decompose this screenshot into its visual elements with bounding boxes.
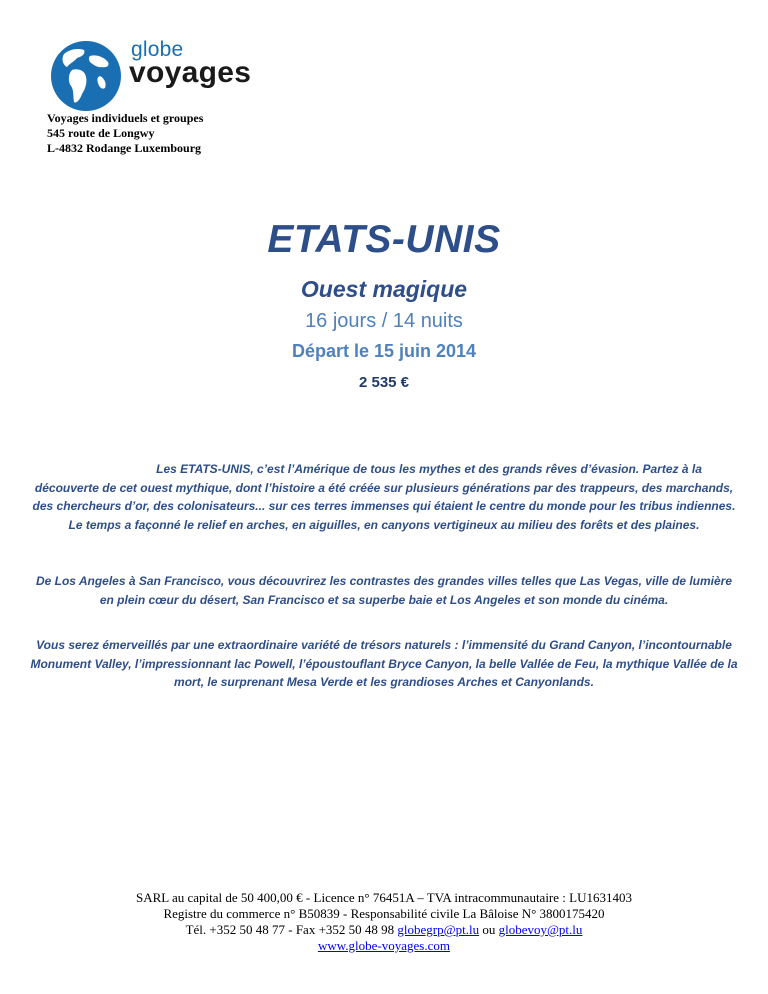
company-logo — [50, 40, 270, 112]
footer-legal-line: SARL au capital de 50 400,00 € - Licence n° 76451A – TVA intracommunautaire : LU1631403 — [136, 890, 632, 905]
address-line: Voyages individuels et groupes — [47, 111, 204, 125]
address-line: L-4832 Rodange Luxembourg — [47, 141, 202, 155]
destination-title: ETATS-UNIS — [267, 218, 501, 261]
footer-contact-line — [0, 922, 768, 938]
trip-price: 2 535 € — [358, 374, 410, 391]
email-link-groups[interactable]: globegrp@pt.lu — [397, 922, 480, 937]
intro-rest: découverte de cet ouest mythique, dont l’histoire a été créée sur plusieurs générations par des trappeurs, des marchands, des chercheurs d’or, des colonisateurs... sur ces terres immenses qui étaient le centre du monde pour les tribus indiennes. Le temps a façonné le relief en arches, en aiguilles, en canyons vertigineux au milieu des forêts et des plaines. — [32, 480, 736, 532]
footer-registry-line: Registre du commerce n° B50839 - Responsabilité civile La Bâloise N° 3800175420 — [163, 906, 605, 921]
trip-subtitle: Ouest magique — [300, 276, 468, 302]
globe-icon — [50, 40, 130, 112]
phone-fax: Tél. +352 50 48 77 - Fax +352 50 48 98 — [185, 922, 395, 937]
or-text: ou — [482, 922, 496, 937]
website-link[interactable]: www.globe-voyages.com — [317, 938, 450, 953]
trip-duration: 16 jours / 14 nuits — [305, 310, 463, 332]
logo-text-voyages: voyages — [129, 56, 252, 89]
cities-paragraph: De Los Angeles à San Francisco, vous découvrirez les contrastes des grandes villes telles que Las Vegas, ville de lumière en plein cœur du désert, San Francisco et sa superbe baie et Los Angeles et son monde du cinéma. — [35, 574, 733, 607]
intro-first-line: Les ETATS-UNIS, c’est l’Amérique de tous les mythes et des grands rêves d’évasion. Partez à la — [156, 462, 702, 476]
footer — [0, 890, 768, 954]
company-address — [47, 111, 203, 156]
email-link-individual[interactable]: globevoy@pt.lu — [498, 922, 583, 937]
logo-text-globe: globe — [131, 38, 184, 61]
nature-paragraph: Vous serez émerveillés par une extraordinaire variété de trésors naturels : l’immensité du Grand Canyon, l’incontournable Monument Valley, l’impressionnant lac Powell, l’époustouflant Bryce Canyon, la belle Vallée de Feu, la mythique Vallée de la mort, le surprenant Mesa Verde et les grandioses Arches et Canyonlands. — [30, 638, 738, 689]
address-line: 545 route de Longwy — [47, 126, 155, 140]
departure-date: Départ le 15 juin 2014 — [291, 341, 477, 361]
intro-paragraph — [28, 460, 740, 534]
